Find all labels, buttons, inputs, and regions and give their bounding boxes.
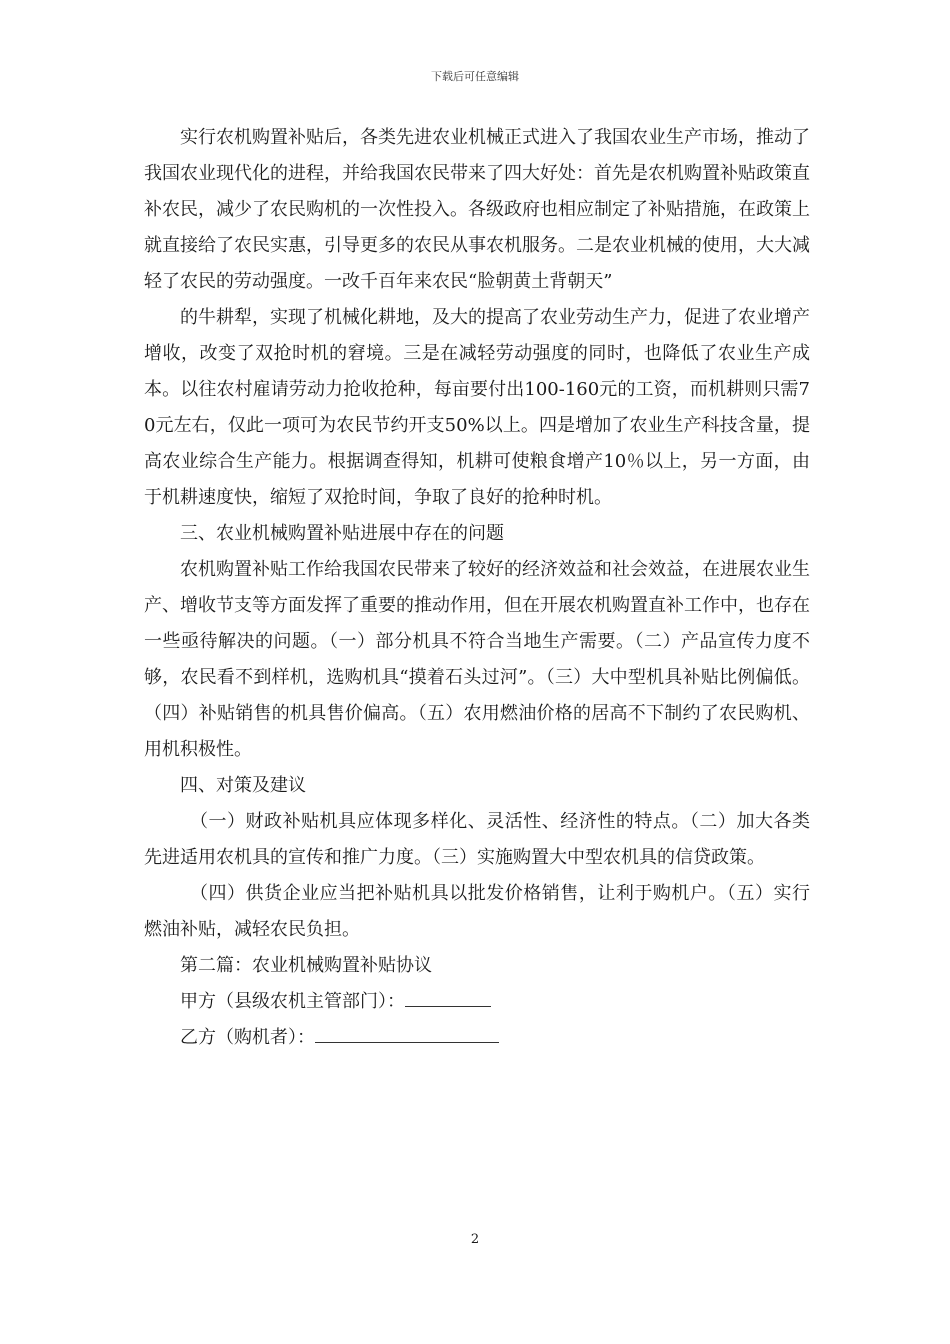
page-number: 2 [470, 1232, 480, 1247]
paragraph-problems: 农机购置补贴工作给我国农民带来了较好的经济效益和社会效益，在进展农业生产、增收节支等方面发挥了重要的推动作用，但在开展农机购置直补工作中，也存在一些亟待解决的问题。（一）部分机具不符合当地生产需要。（二）产品宣传力度不够，农民看不到样机，选购机具“摸着石头过河”。（三）大中型机具补贴比例偏低。（四）补贴销售的机具售价偏高。（五）农用燃油价格的居高不下制约了农民购机、用机积极性。 [144, 559, 810, 760]
paragraph-benefits: 实行农机购置补贴后，各类先进农业机械正式进入了我国农业生产市场，推动了我国农业现代化的进程，并给我国农民带来了四大好处：首先是农机购置补贴政策直补农民，减少了农民购机的一次性投入。各级政府也相应制定了补贴措施，在政策上就直接给了农民实惠，引导更多的农民从事农机服务。二是农业机械的使用，大大减轻了农民的劳动强度。一改千百年来农民“脸朝黄土背朝天” [144, 127, 810, 292]
party-a-blank [405, 988, 491, 1007]
paragraph-benefits-continued: 的牛耕犁，实现了机械化耕地，及大的提高了农业劳动生产力，促进了农业增产增收，改变了双抢时机的窘境。三是在减轻劳动强度的同时，也降低了农业生产成本。以往农村雇请劳动力抢收抢种，每亩要付出100-160元的工资，而机耕则只需70元左右，仅此一项可为农民节约开支50%以上。四是增加了农业生产科技含量，提高农业综合生产能力。根据调查得知，机耕可使粮食增产10％以上，另一方面，由于机耕速度快，缩短了双抢时间，争取了良好的抢种时机。 [144, 307, 810, 508]
paragraph-suggestions-continued: （四）供货企业应当把补贴机具以批发价格销售，让利于购机户。（五）实行燃油补贴，减轻农民负担。 [144, 883, 810, 940]
party-a-line [144, 984, 810, 1020]
paragraph-suggestions: （一）财政补贴机具应体现多样化、灵活性、经济性的特点。（二）加大各类先进适用农机具的宣传和推广力度。（三）实施购置大中型农机具的信贷政策。 [144, 811, 810, 868]
document-body [144, 120, 810, 1056]
header-note: 下载后可任意编辑 [431, 70, 519, 83]
section-heading-problems: 三、农业机械购置补贴进展中存在的问题 [180, 523, 504, 544]
party-a-label: 甲方（县级农机主管部门）： [180, 991, 405, 1012]
party-b-label: 乙方（购机者）： [180, 1027, 315, 1048]
party-b-line [144, 1020, 810, 1056]
part-two-title: 第二篇：农业机械购置补贴协议 [180, 955, 432, 976]
section-heading-suggestions: 四、对策及建议 [180, 775, 306, 796]
party-b-blank [315, 1024, 499, 1043]
